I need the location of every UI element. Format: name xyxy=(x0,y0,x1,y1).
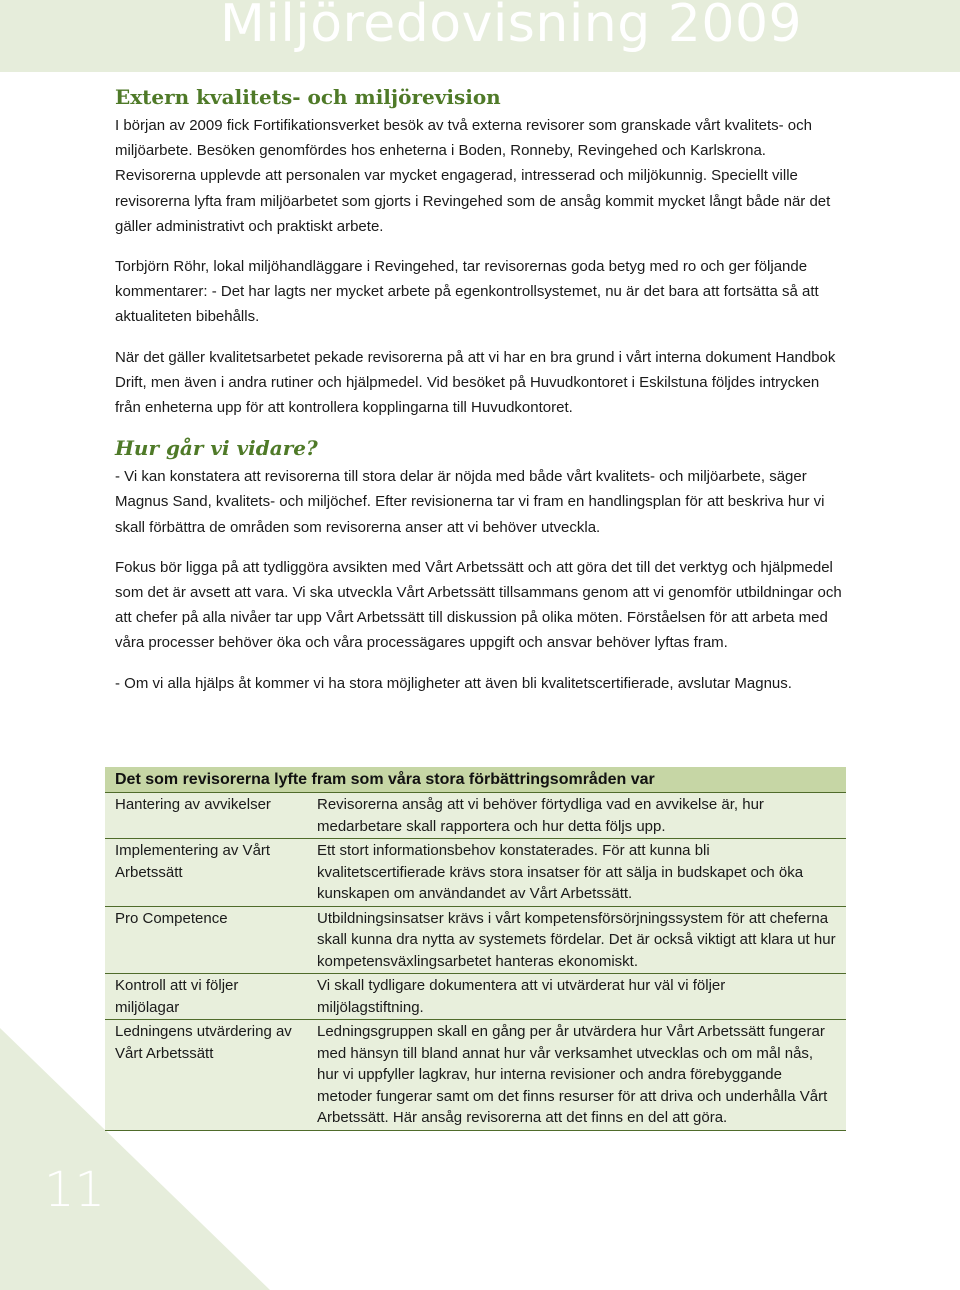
article-content xyxy=(115,84,847,711)
page-number: 11 xyxy=(44,1162,106,1218)
table-row xyxy=(105,1020,846,1131)
table-row xyxy=(105,839,846,907)
table-cell-description: Utbildningsinsatser krävs i vårt kompetensförsörjningssystem för att cheferna skall kunna dra nytta av systemets fördelar. Det är också viktigt att klara ut hur kompetensväxlingsarbetet hanteras ekonomiskt. xyxy=(307,906,846,974)
paragraph: Fokus bör ligga på att tydliggöra avsikten med Vårt Arbetssätt och att göra det till det verktyg och hjälpmedel som det är avsett att vara. Vi ska utveckla Vårt Arbetssätt tillsammans genom att vi genomför utbildningar och att chefer på alla nivåer tar upp Vårt Arbetssätt till diskussion på olika möten. Förståelsen för att arbeta med våra processer behöver öka och våra processägares uppgift och ansvar behöver lyftas fram. xyxy=(115,558,842,652)
section-heading-next-steps: Hur går vi vidare? xyxy=(115,436,318,461)
paragraph: Torbjörn Röhr, lokal miljöhandläggare i Revingehed, tar revisorernas goda betyg med ro och ger följande kommentarer: - Det har lagts ner mycket arbete på egenkontrollsystemet, nu är det bara att fortsätta så att aktualiteten bibehålls. xyxy=(115,258,819,326)
table-cell-description: Ledningsgruppen skall en gång per år utvärdera hur Vårt Arbetssätt fungerar med hänsyn till bland annat hur vår verksamhet utvecklas och om mål nås, hur vi uppfyller lagkrav, hur interna revisioner och andra förebyggande metoder fungerar samt om det finns resurser för att driva och underhålla Vårt Arbetssätt. Här ansåg revisorerna att det finns en del att göra. xyxy=(307,1020,846,1131)
paragraph: I början av 2009 fick Fortifikationsverket besök av två externa revisorer som granskade vårt kvalitets- och miljöarbete. Besöken genomfördes hos enheterna i Boden, Ronneby, Revingehed och Karlskrona. Revisorerna upplevde att personalen var mycket engagerad, intresserad och miljökunnig. Speciellt ville revisorerna lyfta fram miljöarbetet som gjorts i Revingehed som de ansåg kommit mycket långt både när det gäller administrativt och praktiskt arbete. xyxy=(115,117,831,235)
table-cell-area: Pro Competence xyxy=(105,906,307,974)
paragraph: - Om vi alla hjälps åt kommer vi ha stora möjligheter att även bli kvalitetscertifierade, avslutar Magnus. xyxy=(115,674,792,692)
table-cell-area: Hantering av avvikelser xyxy=(105,793,307,839)
table-header: Det som revisorerna lyfte fram som våra stora förbättringsområden var xyxy=(105,767,846,793)
header-band xyxy=(0,0,960,72)
paragraph: När det gäller kvalitetsarbetet pekade revisorerna på att vi har en bra grund i vårt interna dokument Handbok Drift, men även i andra rutiner och hjälpmedel. Vid besöket på Huvudkontoret i Eskilstuna följdes intrycken från enheterna upp för att kontrollera kopplingarna till Huvudkontoret. xyxy=(115,348,836,417)
improvement-areas-table xyxy=(105,767,846,1131)
table-cell-description: Ett stort informationsbehov konstaterades. För att kunna bli kvalitetscertifierade krävs stora insatser för att sälja in budskapet och öka kunskapen om användandet av Vårt Arbetssätt. xyxy=(307,839,846,907)
table-cell-area: Kontroll att vi följer miljölagar xyxy=(105,974,307,1020)
table-row xyxy=(105,793,846,839)
paragraph: - Vi kan konstatera att revisorerna till stora delar är nöjda med både vårt kvalitets- och miljöarbete, säger Magnus Sand, kvalitets- och miljöchef. Efter revisionerna tar vi fram en handlingsplan för att beskriva hur vi skall förbättra de områden som revisorerna anser att vi behöver utveckla. xyxy=(115,468,825,536)
page-title: Miljöredovisning 2009 xyxy=(220,0,803,54)
table-cell-description: Revisorerna ansåg att vi behöver förtydliga vad en avvikelse är, hur medarbetare skall rapportera och hur detta följs upp. xyxy=(307,793,846,839)
table-cell-area: Ledningens utvärdering av Vårt Arbetssätt xyxy=(105,1020,307,1131)
table-row xyxy=(105,974,846,1020)
table-row xyxy=(105,906,846,974)
table-header-row xyxy=(105,767,846,793)
section-heading-revision: Extern kvalitets- och miljörevision xyxy=(115,85,501,109)
table-cell-description: Vi skall tydligare dokumentera att vi utvärderat hur väl vi följer miljölagstiftning. xyxy=(307,974,846,1020)
table-cell-area: Implementering av Vårt Arbetssätt xyxy=(105,839,307,907)
